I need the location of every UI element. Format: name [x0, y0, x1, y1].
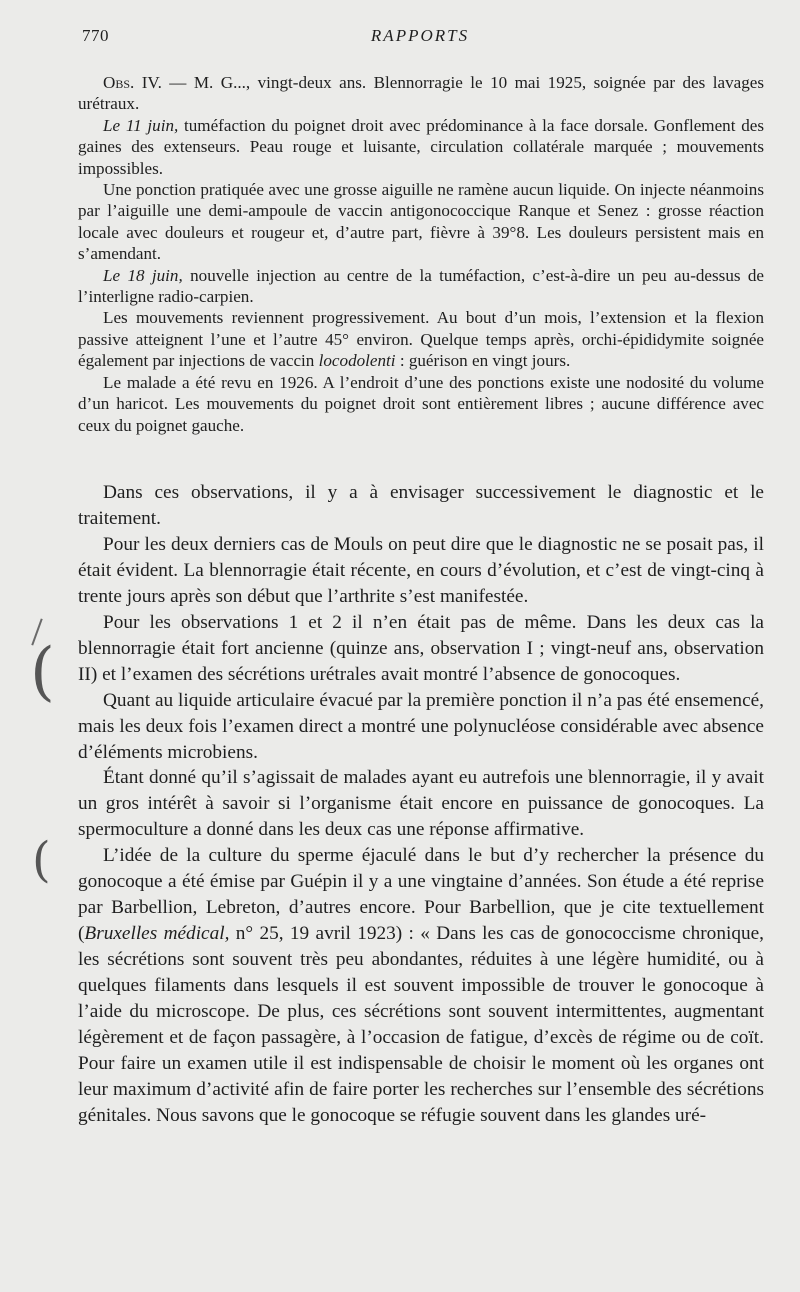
obs-date: Le 18 juin, — [103, 265, 183, 285]
obs-label: Obs. IV. — [103, 73, 162, 92]
page-number: 770 — [82, 26, 109, 45]
body-paragraph-6 — [78, 843, 764, 1128]
margin-bracket-mark: ( — [32, 832, 51, 888]
running-head — [78, 26, 762, 50]
running-title: RAPPORTS — [370, 26, 470, 45]
margin-bracket-mark: ( — [30, 635, 55, 709]
body-paragraph-1: Dans ces observations, il y a à envisager successivement le diagnostic et le traitement. — [78, 482, 764, 529]
body-paragraph-2: Pour les deux derniers cas de Mouls on peut dire que le diagnostic ne se posait pas, il était évident. La blennorragie était récente, en cours d’évolution, et c’est de vingt-cinq à trente jours après son début que l’arthrite s’est manifestée. — [78, 533, 764, 607]
obs-paragraph-6: Le malade a été revu en 1926. A l’endroit d’une des ponctions existe une nodosité du volume d’un haricot. Les mouvements du poignet droit sont entièrement libres ; aucune différence avec ceux du poignet gauche. — [78, 372, 764, 435]
obs-paragraph-4 — [78, 265, 764, 308]
obs-paragraph-2 — [78, 115, 764, 179]
obs-paragraph-1 — [78, 72, 764, 115]
obs-italic-term: locodolenti — [318, 351, 396, 371]
obs-paragraph-5 — [78, 307, 764, 371]
obs-text: : guérison en vingt jours. — [395, 351, 571, 371]
obs-text: — M. G..., vingt-deux ans. Blennorragie le 10 mai 1925, soignée par des lavages urétraux. — [78, 73, 764, 114]
obs-paragraph-3: Une ponction pratiquée avec une grosse aiguille ne ramène aucun liquide. On injecte néanmoins par l’aiguille une demi-ampoule de vaccin antigonococcique Ranque et Senez : grosse réaction locale avec douleurs et rougeur et, d’autre part, fièvre à 39°8. Les douleurs persistent mais en s’amendant. — [78, 180, 764, 264]
body-paragraph-3: Pour les observations 1 et 2 il n’en était pas de même. Dans les deux cas la blennorragie était fort ancienne (quinze ans, observation I ; vingt-neuf ans, observation II) et l’examen des sécrétions urétrales avait montré l’absence de gonocoques. — [78, 611, 764, 685]
body-text: L’idée de la culture du sperme éjaculé dans le but d’y rechercher la présence du gonocoque a été émise par Guépin il y a une vingtaine d’années. Son étude a été reprise par Barbellion, Lebreton, d’autres encore. Pour Barbellion, que je cite textuellement ( — [78, 845, 764, 945]
body-paragraph-4: Quant au liquide articulaire évacué par la première ponction il n’a pas été ensemencé, mais les deux fois l’examen direct a montré une polynucléose considérable avec absence d’éléments microbiens. — [78, 689, 764, 763]
main-text — [78, 480, 764, 1129]
obs-text: Les mouvements reviennent progressivement. Au bout d’un mois, l’extension et la flexion passive atteignent l’une et l’autre 45° environ. Quelque temps après, orchi-épididymite soignée également par injections de vaccin — [78, 308, 764, 371]
obs-date: Le 11 juin, — [103, 115, 179, 135]
journal-citation: Bruxelles médical, — [84, 923, 230, 945]
obs-text: nouvelle injection au centre de la tuméfaction, c’est-à-dire un peu au-dessus de l’interligne radio-carpien. — [78, 265, 764, 307]
body-text: n° 25, 19 avril 1923) : « Dans les cas de gonococcisme chronique, les sécrétions sont souvent très peu abondantes, réduites à une légère humidité, ou à quelques filaments dans lesquels il est souvent impossible de trouver le gonocoque à l’aide du microscope. De plus, ces sécrétions sont souvent intermittentes, augmentant légèrement et de façon passagère, à l’occasion de fatigue, d’excès de régime ou de coït. Pour faire un examen utile il est indispensable de choisir le moment où les organes ont leur maximum d’activité afin de faire porter les recherches sur l’ensemble des sécrétions génitales. Nous savons que le gonocoque se réfugie souvent dans les glandes uré- — [78, 923, 764, 1126]
obs-text: tuméfaction du poignet droit avec prédominance à la face dorsale. Gonflement des gaines des extenseurs. Peau rouge et luisante, circulation collatérale marquée ; mouvements impossibles. — [78, 115, 764, 178]
body-paragraph-5: Étant donné qu’il s’agissait de malades ayant eu autrefois une blennorragie, il y avait un gros intérêt à savoir si l’organisme était encore en puissance de gonocoques. La spermoculture a donné dans les deux cas une réponse affirmative. — [78, 767, 764, 841]
observation-block — [78, 72, 764, 436]
